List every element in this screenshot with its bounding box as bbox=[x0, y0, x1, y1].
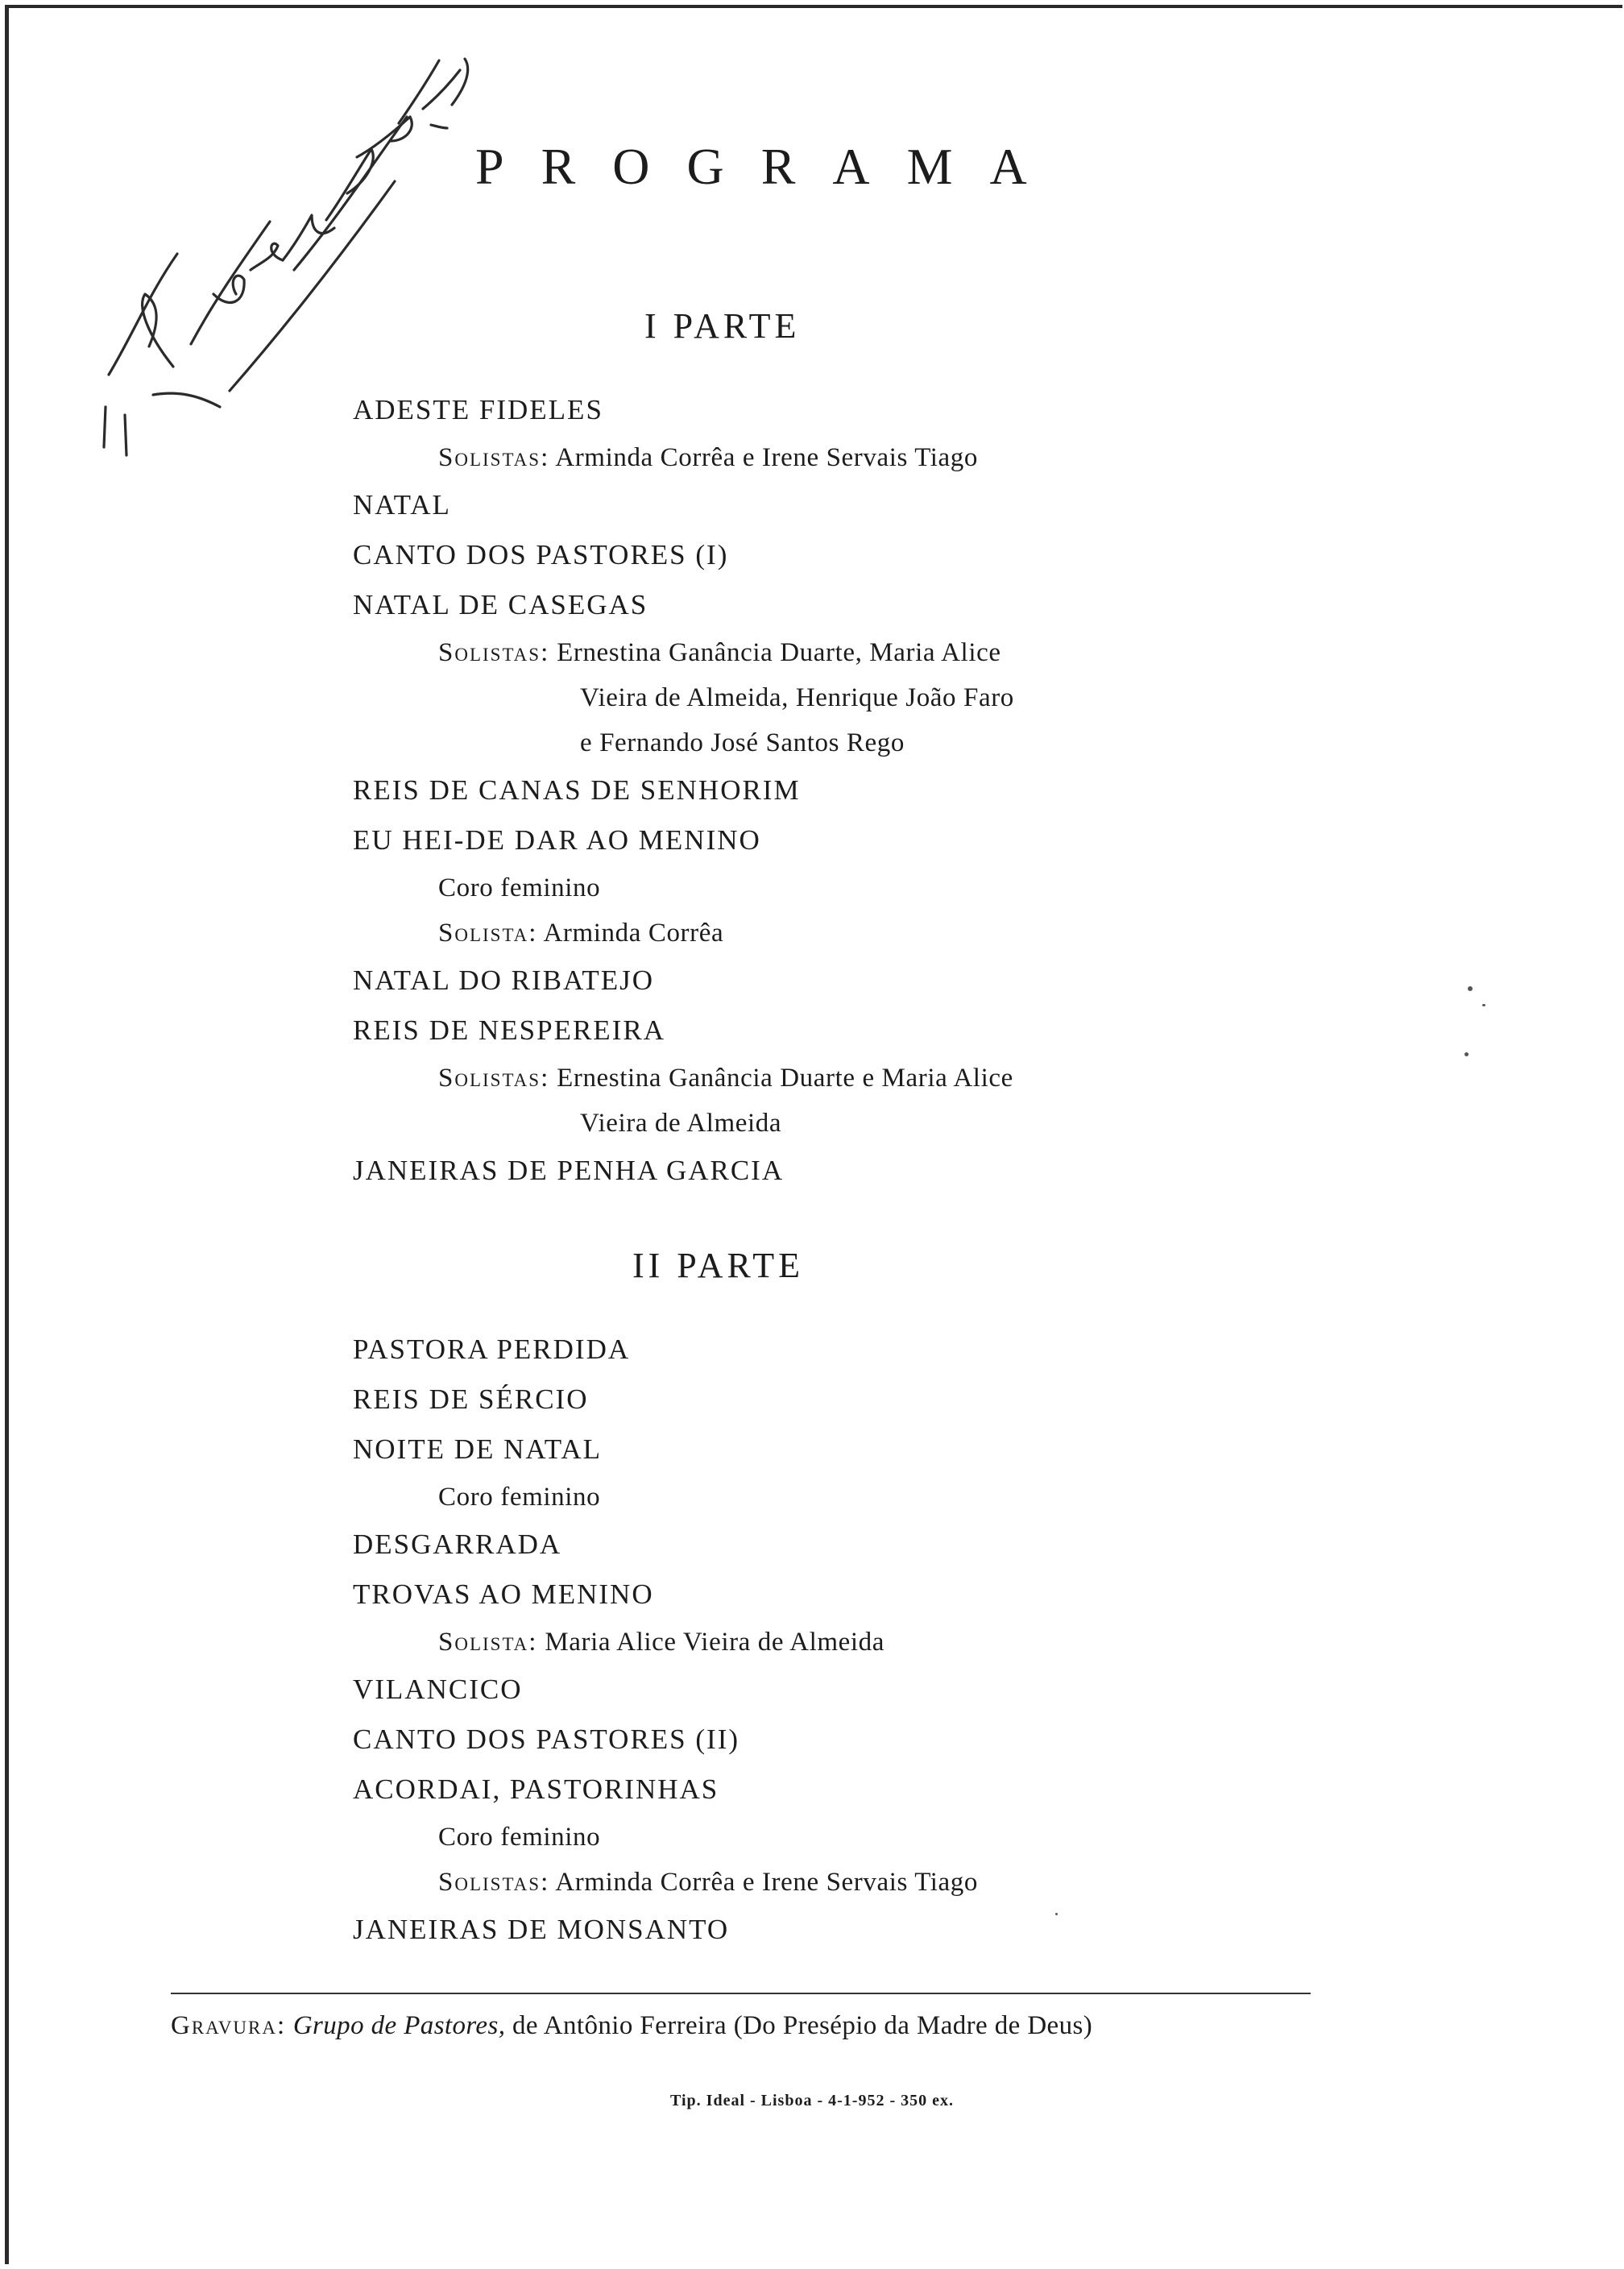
piece-title: TROVAS AO MENINO bbox=[353, 1578, 654, 1610]
piece-title: NOITE DE NATAL bbox=[353, 1433, 603, 1465]
piece-title: NATAL DO RIBATEJO bbox=[353, 964, 655, 996]
engraving-credit bbox=[171, 2005, 1311, 2047]
soloist-continuation: Vieira de Almeida, Henrique João Faro bbox=[580, 683, 1014, 712]
piece-title: EU HEI-DE DAR AO MENINO bbox=[353, 824, 761, 856]
soloist-names: Arminda Corrêa bbox=[543, 919, 724, 948]
soloist-label: Solista: bbox=[438, 919, 538, 948]
piece-title: REIS DE CANAS DE SENHORIM bbox=[353, 774, 801, 806]
piece-title: CANTO DOS PASTORES (II) bbox=[353, 1724, 740, 1755]
page-title: PROGRAMA bbox=[475, 138, 1064, 195]
piece-title: NATAL DE CASEGAS bbox=[353, 589, 648, 620]
soloist-label: Solistas: bbox=[438, 1868, 550, 1897]
piece-title: CANTO DOS PASTORES (I) bbox=[353, 539, 729, 570]
piece-title: PASTORA PERDIDA bbox=[353, 1334, 631, 1365]
soloist-continuation: e Fernando José Santos Rego bbox=[580, 728, 905, 757]
page-border-left bbox=[5, 5, 9, 2264]
paper-speck bbox=[1482, 1004, 1485, 1006]
soloist-line bbox=[353, 1860, 1561, 1905]
piece-title: ACORDAI, PASTORINHAS bbox=[353, 1773, 719, 1805]
performance-note: Coro feminino bbox=[438, 1823, 601, 1852]
footer-divider bbox=[171, 1993, 1311, 1994]
part-2-heading: II PARTE bbox=[632, 1246, 804, 1285]
soloist-names: Ernestina Ganância Duarte, Maria Alice bbox=[557, 638, 1001, 667]
performance-note: Coro feminino bbox=[438, 1483, 601, 1512]
printer-imprint: Tip. Ideal - Lisboa - 4-1-952 - 350 ex. bbox=[670, 2092, 954, 2109]
part-1-heading: I PARTE bbox=[644, 306, 801, 346]
soloist-continuation: Vieira de Almeida bbox=[580, 1109, 782, 1138]
soloist-line bbox=[353, 1056, 1561, 1101]
performance-note: Coro feminino bbox=[438, 873, 601, 902]
soloist-label: Solistas: bbox=[438, 443, 550, 472]
part-1-program-list bbox=[353, 385, 1561, 1196]
soloist-label: Solista: bbox=[438, 1628, 538, 1657]
piece-title: ADESTE FIDELES bbox=[353, 394, 603, 425]
soloist-names: Arminda Corrêa e Irene Servais Tiago bbox=[555, 443, 979, 472]
credit-label: Gravura: bbox=[171, 2011, 287, 2040]
soloist-line bbox=[353, 435, 1561, 480]
piece-title: VILANCICO bbox=[353, 1674, 523, 1705]
piece-title: REIS DE SÉRCIO bbox=[353, 1383, 589, 1415]
credit-work-title: Grupo de Pastores, bbox=[292, 2011, 506, 2040]
page-border-top bbox=[5, 5, 1622, 8]
paper-speck bbox=[1468, 986, 1473, 991]
soloist-line bbox=[353, 630, 1561, 675]
soloist-label: Solistas: bbox=[438, 1064, 550, 1093]
soloist-names: Maria Alice Vieira de Almeida bbox=[545, 1628, 884, 1657]
piece-title: JANEIRAS DE PENHA GARCIA bbox=[353, 1155, 785, 1186]
part-2-program-list bbox=[353, 1325, 1561, 1955]
soloist-names: Ernestina Ganância Duarte e Maria Alice bbox=[557, 1064, 1013, 1093]
soloist-line bbox=[353, 911, 1561, 956]
piece-title: REIS DE NESPEREIRA bbox=[353, 1014, 665, 1046]
soloist-line bbox=[353, 1620, 1561, 1665]
paper-speck bbox=[1464, 1052, 1469, 1056]
paper-speck bbox=[1055, 1913, 1058, 1915]
soloist-label: Solistas: bbox=[438, 638, 550, 667]
piece-title: NATAL bbox=[353, 489, 451, 521]
soloist-names: Arminda Corrêa e Irene Servais Tiago bbox=[555, 1868, 979, 1897]
piece-title: JANEIRAS DE MONSANTO bbox=[353, 1914, 730, 1945]
piece-title: DESGARRADA bbox=[353, 1529, 562, 1560]
credit-author: de Antônio Ferreira (Do Presépio da Madre de Deus) bbox=[512, 2011, 1093, 2040]
